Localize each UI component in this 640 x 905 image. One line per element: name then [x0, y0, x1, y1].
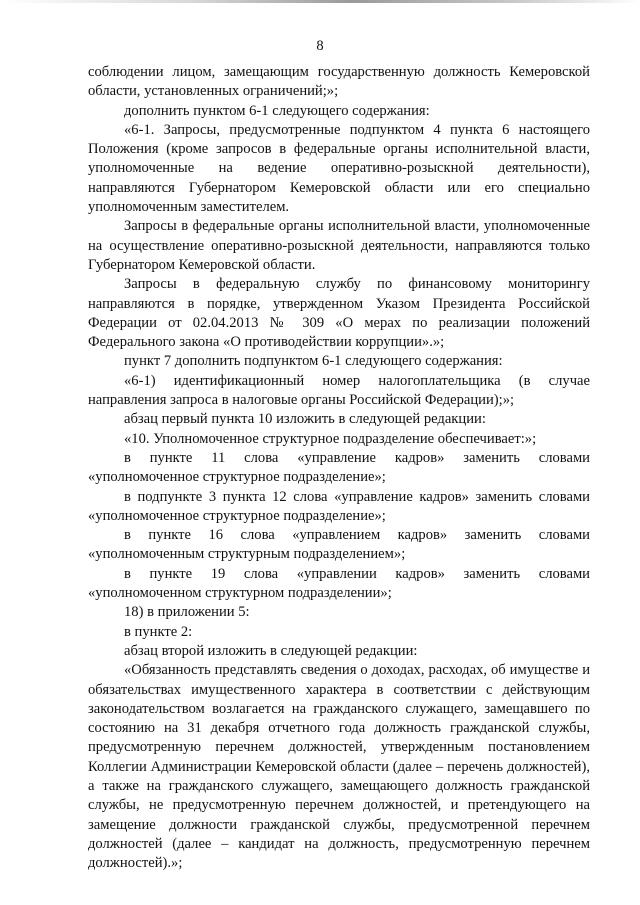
- paragraph-17: «Обязанность представлять сведения о доходах, расходах, об имуществе и обязательствах имущественного характера в соответствии с действующим законодательством возлагается на гражданского служащего, замещавшего по состоянию на 31 декабря отчетного года должность гражданской службы, предусмотренную перечнем должностей, утвержденным постановлением Коллегии Администрации Кемеровской области (далее – перечень должностей), а также на гражданского служащего, замещающего должность гражданской службы, не предусмотренную перечнем должностей, и претендующего на замещение должности гражданской службы, предусмотренной перечнем должностей (далее – кандидат на должность, предусмотренную перечнем должностей).»;: [88, 662, 590, 872]
- paragraph-14: 18) в приложении 5:: [124, 604, 250, 621]
- paragraph-4: Запросы в федеральные органы исполнительной власти, уполномоченные на осуществление оперативно-розыскной деятельности, направляются только Губернатором Кемеровской области.: [88, 218, 590, 273]
- paragraph-15: в пункте 2:: [124, 623, 193, 640]
- paragraph-3: «6-1. Запросы, предусмотренные подпунктом 4 пункта 6 настоящего Положения (кроме запросов в федеральные органы исполнительной власти, уполномоченные на ведение оперативно-розыскной деятельности), направляются Губернатором Кемеровской области или его специально уполномоченным заместителем.: [88, 121, 590, 216]
- document-body: [88, 63, 590, 873]
- paragraph-2: дополнить пунктом 6-1 следующего содержания:: [124, 102, 430, 119]
- paragraph-8: абзац первый пункта 10 изложить в следующей редакции:: [124, 411, 486, 428]
- paragraph-7: «6-1) идентификационный номер налогоплательщика (в случае направления запроса в налоговые органы Российской Федерации);»;: [88, 372, 590, 409]
- scan-edge: [0, 0, 640, 3]
- page-number: 8: [316, 38, 324, 54]
- paragraph-1: соблюдении лицом, замещающим государственную должность Кемеровской области, установленных ограничений;»;: [88, 64, 590, 100]
- paragraph-12: в пункте 16 слова «управлением кадров» заменить словами «уполномоченным структурным подразделением»;: [88, 527, 590, 563]
- paragraph-9: «10. Уполномоченное структурное подразделение обеспечивает:»;: [124, 430, 537, 447]
- paragraph-5: Запросы в федеральную службу по финансовому мониторингу направляются в порядке, утвержденном Указом Президента Российской Федерации от 02.04.2013 № 309 «О мерах по реализации положений Федерального закона «О противодействии коррупции».»;: [88, 276, 590, 351]
- paragraph-11: в подпункте 3 пункта 12 слова «управление кадров» заменить словами «уполномоченное структурное подразделение»;: [88, 488, 590, 524]
- paragraph-10: в пункте 11 слова «управление кадров» заменить словами «уполномоченное структурное подразделение»;: [88, 449, 590, 486]
- paragraph-13: в пункте 19 слова «управлении кадров» заменить словами «уполномоченном структурном подразделении»;: [88, 565, 590, 602]
- paragraph-16: абзац второй изложить в следующей редакции:: [124, 642, 418, 659]
- paragraph-6: пункт 7 дополнить подпунктом 6-1 следующего содержания:: [124, 353, 503, 370]
